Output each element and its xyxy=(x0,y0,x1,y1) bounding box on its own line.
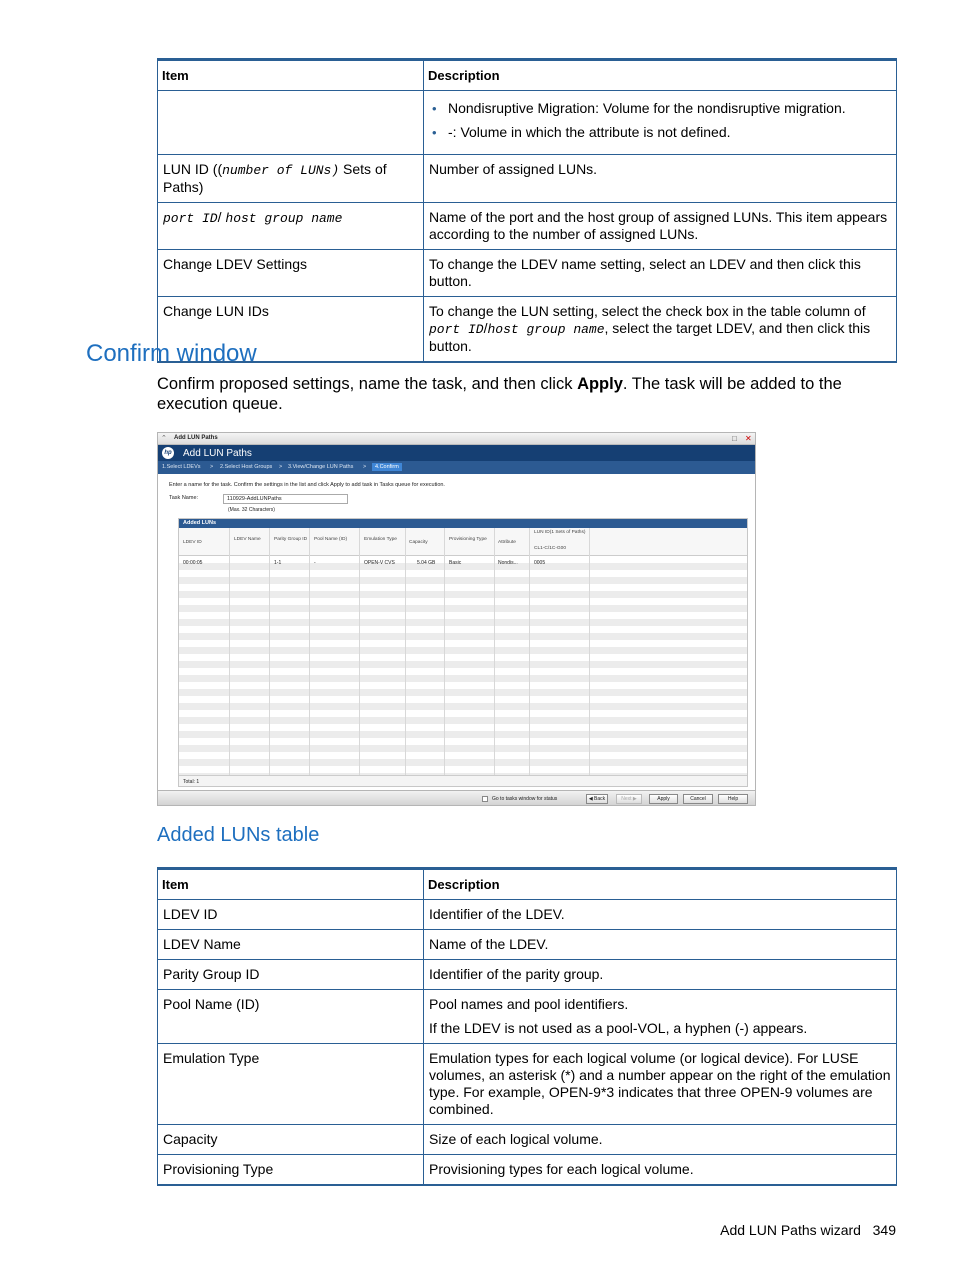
step-3: 3.View/Change LUN Paths xyxy=(288,464,354,470)
task-name-input[interactable]: 110929-AddLUNPaths xyxy=(223,494,348,504)
grid-divider xyxy=(405,528,406,775)
table-row xyxy=(158,203,897,250)
help-button[interactable]: Help xyxy=(718,794,748,804)
page-number: 349 xyxy=(872,1222,896,1238)
item-cell: Change LUN IDs xyxy=(158,297,424,363)
hp-logo-icon: hp xyxy=(162,447,174,459)
cell-ldev-id: 00:00:05 xyxy=(183,560,203,566)
close-icon[interactable]: ✕ xyxy=(745,434,752,443)
list-item: • Nondisruptive Migration: Volume for the nondisruptive migration. xyxy=(429,100,892,117)
description-cell: Name of the port and the host group of assigned LUNs. This item appears according to the number of assigned LUNs. xyxy=(424,203,897,250)
description-cell xyxy=(424,297,897,363)
description-cell xyxy=(424,91,897,155)
intro-bold: Apply xyxy=(577,375,623,393)
col-lun-id[interactable]: LUN ID(1 Sets of Paths) xyxy=(534,530,586,535)
grid-divider xyxy=(529,528,530,775)
grid-divider xyxy=(494,528,495,775)
section-intro xyxy=(157,374,887,414)
grid-divider xyxy=(444,528,445,775)
col-ldev-name[interactable]: LDEV Name xyxy=(234,537,261,542)
table-row xyxy=(158,1125,897,1155)
added-luns-grid xyxy=(178,518,748,787)
task-name-hint: (Max. 32 Characters) xyxy=(228,507,275,513)
table-row xyxy=(158,960,897,990)
item-code: port ID xyxy=(163,211,218,226)
grid-divider xyxy=(229,528,230,775)
cell-attribute: Nondis... xyxy=(498,560,518,566)
cell-parity-group: 1-1 xyxy=(274,560,282,566)
col-port-group[interactable]: CL1-C/1C-G00 xyxy=(534,546,566,551)
description-cell: Number of assigned LUNs. xyxy=(424,155,897,203)
window-title: Add LUN Paths xyxy=(174,435,218,441)
desc-code: host group name xyxy=(487,322,605,337)
description-cell xyxy=(424,990,897,1044)
intro-text: . The task will be added to the execution queue. xyxy=(157,375,842,413)
step-4-current: 4.Confirm xyxy=(372,463,402,471)
collapse-icon[interactable]: ⌃ xyxy=(161,435,167,442)
col-emulation-type[interactable]: Emulation Type xyxy=(364,537,397,542)
wizard-banner xyxy=(158,445,756,474)
description-cell: Emulation types for each logical volume (or logical device). For LUSE volumes, an asterisk (*) and a number appear on the right of the emulation type. For example, OPEN-9*3 indicates that three OPEN-9 volumes are combined. xyxy=(424,1044,897,1125)
step-separator: > xyxy=(210,464,214,470)
item-text: / xyxy=(217,209,226,225)
step-separator: > xyxy=(363,464,367,470)
desc-text: / xyxy=(483,320,488,336)
column-header-description: Description xyxy=(424,60,897,91)
task-name-label: Task Name: xyxy=(169,495,199,501)
col-ldev-id[interactable]: LDEV ID xyxy=(183,540,202,545)
next-button[interactable]: Next ▶ xyxy=(616,794,642,804)
item-cell xyxy=(158,155,424,203)
col-capacity[interactable]: Capacity xyxy=(409,540,428,545)
table-row xyxy=(158,900,897,930)
desc-code: port ID xyxy=(429,322,484,337)
intro-text: Confirm proposed settings, name the task, and then click xyxy=(157,375,578,393)
added-luns-table xyxy=(157,867,897,1186)
grid-body xyxy=(179,556,747,775)
grid-divider xyxy=(269,528,270,775)
item-cell: Provisioning Type xyxy=(158,1155,424,1186)
item-cell: Capacity xyxy=(158,1125,424,1155)
item-code: host group name xyxy=(225,211,343,226)
page-footer xyxy=(690,1222,896,1238)
cell-emulation: OPEN-V CVS xyxy=(364,560,395,566)
window-titlebar xyxy=(158,433,756,445)
apply-button[interactable]: Apply xyxy=(649,794,678,804)
description-table-top xyxy=(157,58,897,363)
table-row xyxy=(158,155,897,203)
cancel-button[interactable]: Cancel xyxy=(683,794,713,804)
restore-icon[interactable]: □ xyxy=(732,434,737,443)
col-provisioning-type[interactable]: Provisioning Type xyxy=(449,537,487,542)
description-cell: Provisioning types for each logical volume. xyxy=(424,1155,897,1186)
grid-total: Total: 1 xyxy=(179,775,747,786)
table-row xyxy=(158,297,897,363)
grid-title: Added LUNs xyxy=(179,519,747,528)
description-cell: Identifier of the parity group. xyxy=(424,960,897,990)
item-text: Sets of Paths) xyxy=(163,161,387,195)
step-separator: > xyxy=(279,464,283,470)
table-row xyxy=(158,1044,897,1125)
grid-divider xyxy=(589,528,590,775)
back-button[interactable]: ◀ Back xyxy=(586,794,608,804)
step-1: 1.Select LDEVs xyxy=(162,464,201,470)
description-cell: To change the LDEV name setting, select an LDEV and then click this button. xyxy=(424,250,897,297)
description-cell: Name of the LDEV. xyxy=(424,930,897,960)
table-row xyxy=(158,250,897,297)
column-header-description: Description xyxy=(424,869,897,900)
instruction-text: Enter a name for the task. Confirm the settings in the list and click Apply to add task in Tasks queue for execution. xyxy=(169,482,445,488)
banner-title: Add LUN Paths xyxy=(183,448,252,459)
table-row xyxy=(158,1155,897,1186)
column-header-item: Item xyxy=(158,869,424,900)
cell-capacity: 5.04 GB xyxy=(417,560,436,566)
cell-lun-id: 0005 xyxy=(534,560,546,566)
goto-tasks-checkbox[interactable] xyxy=(482,796,488,802)
desc-text: To change the LUN setting, select the check box in the table column of xyxy=(429,303,866,319)
wizard-button-bar xyxy=(158,790,756,806)
description-paragraph: Pool names and pool identifiers. xyxy=(429,996,629,1012)
cell-pool-name: - xyxy=(314,560,316,566)
item-cell: Pool Name (ID) xyxy=(158,990,424,1044)
desc-text: , select the target LDEV, and then click this button. xyxy=(429,320,871,354)
column-header-item: Item xyxy=(158,60,424,91)
item-code: number of LUNs) xyxy=(222,163,340,178)
grid-divider xyxy=(309,528,310,775)
cell-provisioning: Basic xyxy=(449,560,462,566)
table-row xyxy=(158,990,897,1044)
subsection-title: Added LUNs table xyxy=(157,824,320,846)
bullet-list xyxy=(429,100,892,141)
wizard-steps xyxy=(158,461,756,474)
table-row xyxy=(158,91,897,155)
description-cell: Size of each logical volume. xyxy=(424,1125,897,1155)
item-cell: LDEV ID xyxy=(158,900,424,930)
footer-text: Add LUN Paths wizard xyxy=(720,1222,861,1238)
item-cell: Parity Group ID xyxy=(158,960,424,990)
table-row xyxy=(158,930,897,960)
item-text: LUN ID (( xyxy=(163,161,223,177)
grid-header xyxy=(179,528,747,556)
section-title: Confirm window xyxy=(86,340,257,367)
goto-tasks-label: Go to tasks window for status xyxy=(492,796,558,802)
item-cell xyxy=(158,91,424,155)
description-paragraph: If the LDEV is not used as a pool-VOL, a hyphen (-) appears. xyxy=(429,1020,808,1036)
item-cell xyxy=(158,203,424,250)
col-attribute[interactable]: Attribute xyxy=(498,540,516,545)
grid-divider xyxy=(359,528,360,775)
step-2: 2.Select Host Groups xyxy=(220,464,273,470)
confirm-window-screenshot xyxy=(157,432,756,806)
description-cell: Identifier of the LDEV. xyxy=(424,900,897,930)
item-cell: Emulation Type xyxy=(158,1044,424,1125)
item-cell: Change LDEV Settings xyxy=(158,250,424,297)
item-cell: LDEV Name xyxy=(158,930,424,960)
col-parity-group[interactable]: Parity Group ID xyxy=(274,537,308,542)
col-pool-name[interactable]: Pool Name (ID) xyxy=(314,537,348,542)
list-item: • -: Volume in which the attribute is not defined. xyxy=(429,124,892,141)
